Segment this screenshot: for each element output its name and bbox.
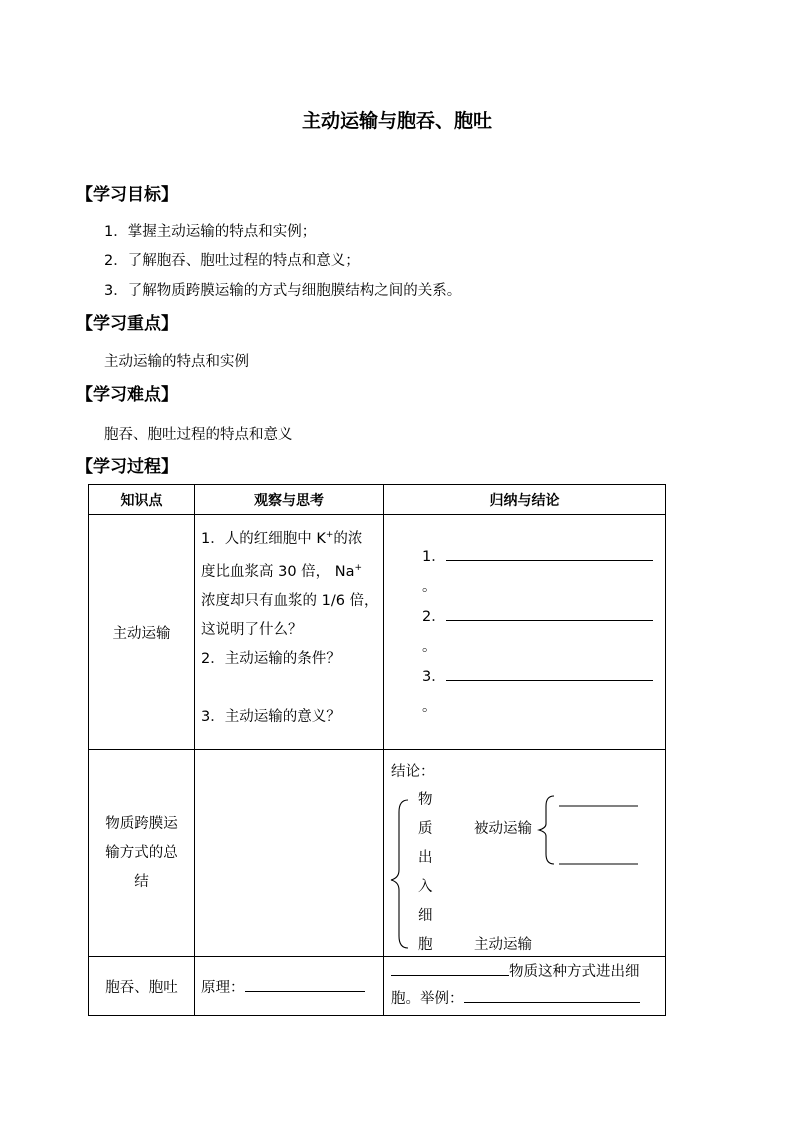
conclusion-label: 结论： bbox=[391, 764, 435, 780]
q1-text-2: 度比血浆高 30 倍， Na bbox=[201, 563, 355, 580]
principle-label: 原理： bbox=[201, 979, 245, 996]
header-knowledge: 知识点 bbox=[89, 485, 195, 515]
learning-process-table bbox=[88, 484, 666, 1016]
answer-end-2: 。 bbox=[422, 639, 437, 655]
endocytosis-text-1: 物质这种方式进出细 bbox=[509, 964, 640, 980]
question-3: 3．主动运输的意义？ bbox=[201, 708, 341, 725]
example-label: 胞。举例： bbox=[391, 991, 464, 1007]
difficulty-text: 胞吞、胞吐过程的特点和意义 bbox=[104, 427, 293, 443]
right-brace-icon bbox=[539, 796, 554, 864]
vertical-char: 物 bbox=[418, 792, 433, 808]
vertical-char: 入 bbox=[418, 879, 433, 895]
endocytosis-line-2 bbox=[391, 986, 665, 1013]
focus-text: 主动运输的特点和实例 bbox=[104, 354, 249, 370]
vertical-char: 质 bbox=[418, 821, 433, 837]
summary-conclusion-cell bbox=[384, 750, 666, 957]
topic-summary-text: 物质跨膜运输方式的总结 bbox=[105, 815, 178, 890]
answer-num-2: 2． bbox=[422, 609, 446, 625]
page-title: 主动运输与胞吞、胞吐 bbox=[301, 110, 492, 132]
endocytosis-blank-1[interactable] bbox=[391, 975, 509, 976]
question-1-line-3: 浓度却只有血浆的 1/6 倍， bbox=[201, 592, 379, 609]
conclusion-cell bbox=[384, 515, 666, 750]
answer-line-1 bbox=[422, 542, 665, 602]
focus-heading: 【学习重点】 bbox=[76, 314, 178, 334]
answer-blank-1[interactable] bbox=[446, 560, 653, 561]
q1-superscript: + bbox=[325, 530, 334, 540]
answer-line-3 bbox=[422, 662, 665, 722]
answer-num-3: 3． bbox=[422, 669, 446, 685]
vertical-char: 细 bbox=[418, 908, 433, 924]
example-blank[interactable] bbox=[464, 1002, 640, 1003]
endocytosis-conclusion-cell bbox=[384, 957, 666, 1016]
process-heading: 【学习过程】 bbox=[76, 457, 178, 477]
q1-superscript-2: + bbox=[354, 562, 363, 573]
observation-cell bbox=[195, 515, 384, 750]
question-2: 2．主动运输的条件？ bbox=[201, 650, 341, 667]
header-observation: 观察与思考 bbox=[195, 485, 384, 515]
principle-blank[interactable] bbox=[245, 991, 365, 992]
principle-cell bbox=[195, 957, 384, 1016]
endocytosis-line-1 bbox=[391, 959, 665, 986]
topic-endocytosis: 胞吞、胞吐 bbox=[89, 957, 195, 1016]
answer-num-1: 1． bbox=[422, 549, 446, 565]
goals-heading: 【学习目标】 bbox=[76, 185, 178, 205]
topic-active-transport: 主动运输 bbox=[89, 515, 195, 750]
table-header-row bbox=[89, 485, 666, 515]
left-brace-icon bbox=[391, 800, 408, 948]
answer-end-3: 。 bbox=[422, 699, 437, 715]
spacer bbox=[201, 674, 379, 703]
table-row bbox=[89, 515, 666, 750]
answer-end-1: 。 bbox=[422, 579, 437, 595]
question-1-line-2 bbox=[201, 554, 379, 587]
answer-line-2 bbox=[422, 602, 665, 662]
active-transport-label: 主动运输 bbox=[474, 937, 532, 953]
header-conclusion: 归纳与结论 bbox=[384, 485, 666, 515]
table-row bbox=[89, 957, 666, 1016]
goal-item-3: 3．了解物质跨膜运输的方式与细胞膜结构之间的关系。 bbox=[104, 283, 462, 299]
vertical-char: 出 bbox=[418, 850, 433, 866]
table-row bbox=[89, 750, 666, 957]
goal-item-2: 2．了解胞吞、胞吐过程的特点和意义； bbox=[104, 253, 360, 269]
difficulty-heading: 【学习难点】 bbox=[76, 385, 178, 405]
question-1-line-4: 这说明了什么？ bbox=[201, 621, 303, 638]
q1-text: 1．人的红细胞中 K bbox=[201, 530, 326, 547]
answer-blank-3[interactable] bbox=[446, 680, 653, 681]
question-1-line-1 bbox=[201, 521, 379, 554]
answer-blank-2[interactable] bbox=[446, 620, 653, 621]
passive-transport-label: 被动运输 bbox=[474, 821, 532, 837]
observation-empty-cell[interactable] bbox=[195, 750, 384, 957]
topic-summary bbox=[89, 750, 195, 957]
vertical-char: 胞 bbox=[418, 937, 433, 953]
goal-item-1: 1．掌握主动运输的特点和实例； bbox=[104, 224, 317, 240]
q1-text-tail: 的浓 bbox=[333, 530, 363, 547]
